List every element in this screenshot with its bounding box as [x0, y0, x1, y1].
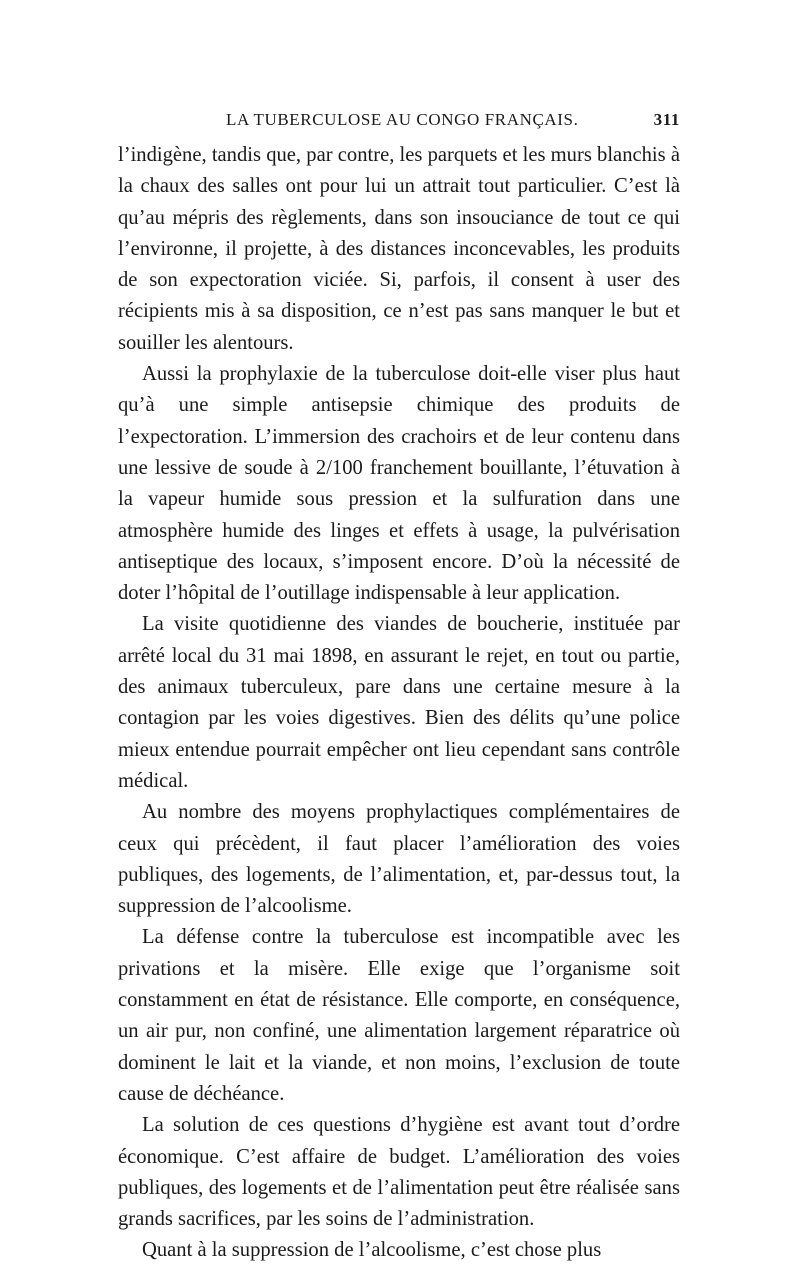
paragraph-6: La solution de ces questions d’hygiène est avant tout d’ordre économique. C’est affaire de budget. L’amélioration des voies publiques, des logements et de l’alimentation peut être réalisée sans grands sacrifices, par les soins de l’administration.: [118, 1114, 680, 1231]
book-page: [118, 110, 680, 1267]
paragraph-2: Aussi la prophylaxie de la tuberculose doit-elle viser plus haut qu’à une simple antisepsie chimique des produits de l’expectoration. L’immersion des crachoirs et de leur contenu dans une lessive de soude à 2/100 franchement bouillante, l’étuvation à la vapeur humide sous pression et la sulfuration dans une atmosphère humide des linges et effets à usage, la pulvérisation antiseptique des locaux, s’imposent encore. D’où la nécessité de doter l’hôpital de l’outillage indispensable à leur application.: [118, 363, 680, 605]
running-title: LA TUBERCULOSE AU CONGO FRANÇAIS.: [226, 110, 579, 129]
page-number: 311: [653, 110, 680, 129]
paragraph-5: La défense contre la tuberculose est incompatible avec les privations et la misère. Elle exige que l’organisme soit constamment en état de résistance. Elle comporte, en conséquence, un air pur, non confiné, une alimentation largement réparatrice où dominent le lait et la viande, et non moins, l’exclusion de toute cause de déchéance.: [118, 926, 680, 1105]
running-head: [118, 110, 680, 140]
paragraph-3: La visite quotidienne des viandes de boucherie, instituée par arrêté local du 31 mai 1898, en assurant le rejet, en tout ou partie, des animaux tuberculeux, pare dans une certaine mesure à la contagion par les voies digestives. Bien des délits qu’une police mieux entendue pourrait empêcher ont lieu cependant sans contrôle médical.: [118, 613, 680, 792]
paragraph-4: Au nombre des moyens prophylactiques complémentaires de ceux qui précèdent, il faut placer l’amélioration des voies publiques, des logements, de l’alimentation, et, par-dessus tout, la suppression de l’alcoolisme.: [118, 801, 680, 918]
paragraph-1: l’indigène, tandis que, par contre, les parquets et les murs blanchis à la chaux des salles ont pour lui un attrait tout particulier. C’est là qu’au mépris des règlements, dans son insouciance de tout ce qui l’environne, il projette, à des distances inconcevables, les produits de son expectoration viciée. Si, parfois, il consent à user des récipients mis à sa disposition, ce n’est pas sans manquer le but et souiller les alentours.: [118, 144, 680, 354]
paragraph-7: Quant à la suppression de l’alcoolisme, c’est chose plus: [142, 1239, 602, 1262]
body-text: [118, 140, 680, 1267]
